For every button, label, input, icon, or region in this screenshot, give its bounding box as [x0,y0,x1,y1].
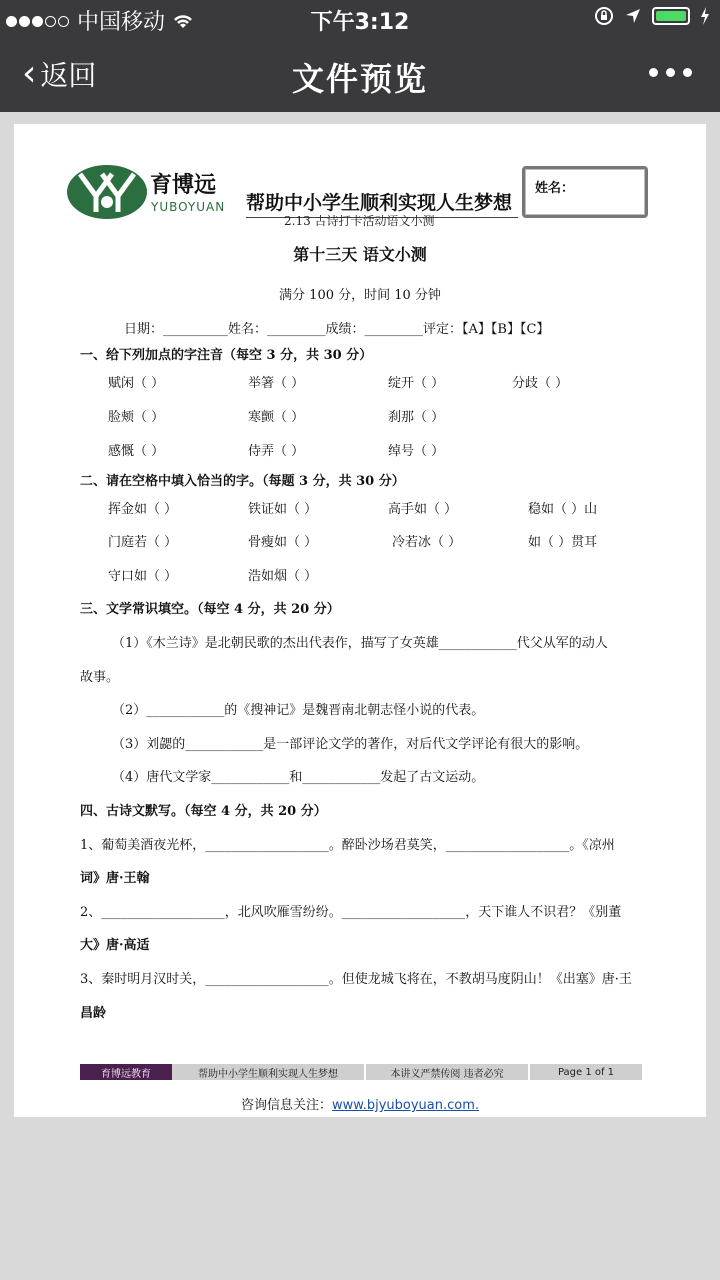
more-options-button[interactable] [649,68,692,77]
page-title: 文件预览 [291,60,428,98]
score-line: 满分 100 分，时间 10 分钟 [279,288,441,303]
sec2-item: 高手如（ ） [388,502,458,517]
rotation-lock-icon [594,6,614,26]
section-1-heading: 一、给下列加点的字注音（每空 3 分，共 30 分） [80,348,373,363]
page-footer [80,1064,642,1080]
document-viewer[interactable] [0,112,720,1280]
sec3-item: 故事。 [80,670,120,685]
header-slogan: 帮助中小学生顺利实现人生梦想 [246,188,518,218]
contact-line [14,1094,706,1113]
yuboyuan-logo [66,164,148,220]
location-icon [624,7,642,25]
sec4-item: 昌龄 [80,1006,107,1021]
footer-slogan: 帮助中小学生顺利实现人生梦想 [172,1064,366,1080]
nav-bar [0,36,720,112]
sec2-item: 骨瘦如（ ） [248,535,318,550]
sec2-item: 稳如（ ）山 [528,502,598,517]
name-box: 姓名： [522,166,648,218]
sec1-item: 脸颊（ ） [108,410,165,425]
sec1-item: 侍弄（ ） [248,444,305,459]
sec3-item: （3）刘勰的____________是一部评论文学的著作，对后代文学评论有很大的影响。 [112,737,589,752]
sec1-item: 感慨（ ） [108,444,165,459]
sec4-item: 3、秦时明月汉时关，___________________。但使龙城飞将在，不教胡马度阴山！《出塞》唐·王 [80,972,632,987]
back-label: 返回 [40,59,97,92]
sec3-item: （2）____________的《搜神记》是魏晋南北朝志怪小说的代表。 [112,703,485,718]
footer-page-number: Page 1 of 1 [530,1064,642,1080]
sec2-item: 挥金如（ ） [108,502,178,517]
more-dots-icon [649,68,658,77]
sec4-item: 2、___________________，北风吹雁雪纷纷。___________________，天下谁人不识君？《别董 [80,905,622,920]
sec3-item: （1）《木兰诗》是北朝民歌的杰出代表作，描写了女英雄____________代父从军的动人 [112,636,608,651]
sec2-item: 如（ ）贯耳 [528,535,598,550]
doc-title: 第十三天 语文小测 [293,245,427,264]
sec2-item: 守口如（ ） [108,569,178,584]
contact-label: 咨询信息关注： [240,1098,332,1113]
sec1-item: 分歧（ ） [512,376,569,391]
website-link[interactable]: www.bjyuboyuan.com. [332,1098,480,1113]
footer-org: 育博远教育 [80,1064,172,1080]
sec3-item: （4）唐代文学家____________和____________发起了古文运动。 [112,770,485,785]
section-3-heading: 三、文学常识填空。（每空 4 分，共 20 分） [80,602,340,617]
footer-notice: 本讲义严禁传阅 违者必究 [366,1064,530,1080]
sec4-item: 词》唐·王翰 [80,871,150,886]
sec4-item: 大》唐·高适 [80,938,150,953]
chevron-left-icon: ‹ [22,53,37,94]
sec1-item: 赋闲（ ） [108,376,165,391]
status-right [594,6,710,26]
sec1-item: 绽开（ ） [388,376,445,391]
sec1-item: 举箸（ ） [248,376,305,391]
charging-icon [700,7,710,25]
section-2-heading: 二、请在空格中填入恰当的字。（每题 3 分，共 30 分） [80,474,405,489]
sec1-item: 刹那（ ） [388,410,445,425]
sec4-item: 1、葡萄美酒夜光杯，___________________。醉卧沙场君莫笑，___________________。《凉州 [80,838,615,853]
carrier-label: 中国移动 [77,10,166,35]
sec1-item: 寒颤（ ） [248,410,305,425]
sec1-item: 绰号（ ） [388,444,445,459]
sec2-item: 铁证如（ ） [248,502,318,517]
doc-subtitle: 2.13 古诗打卡活动语文小测 [284,214,435,228]
brand-name: 育博远 [150,173,217,198]
brand-name-en: YUBOYUAN [151,200,226,214]
status-bar [0,0,720,36]
document-page [14,124,706,1117]
sec2-item: 浩如烟（ ） [248,569,318,584]
section-4-heading: 四、古诗文默写。（每空 4 分，共 20 分） [80,804,327,819]
battery-icon [652,7,690,25]
sec2-item: 门庭若（ ） [108,535,178,550]
status-time: 下午3:12 [310,10,410,35]
sec2-item: 冷若冰（ ） [392,535,462,550]
info-line: 日期：__________姓名：_________成绩：_________评定：【A】【B】【C】 [124,322,550,337]
